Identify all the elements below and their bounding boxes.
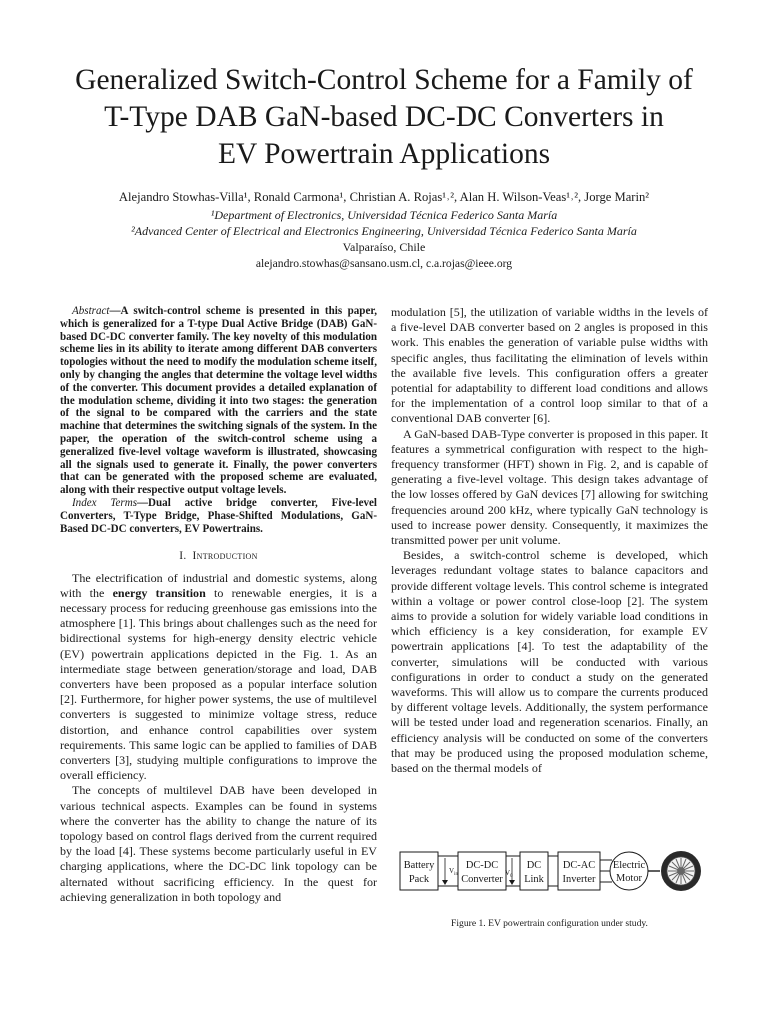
abstract xyxy=(60,305,377,497)
bold-phrase: energy transition xyxy=(112,585,206,600)
affiliation-city: Valparaíso, Chile xyxy=(342,240,426,254)
intro-paragraph-4: A GaN-based DAB-Type converter is proposed in this paper. It features a symmetrical configuration with respect to the high-frequency transformer (HFT) shown in Fig. 2, and is capable of generating a five-level voltage. This design takes advantage of the low losses offered by GaN devices [7] allowing for switching frequencies around 200 kHz, where typically GaN technology is used to increase power density. Consequently, it maximizes the transmitted power per unit volume. xyxy=(391,426,708,548)
section-heading-introduction xyxy=(60,549,377,564)
paragraph-text: to renewable energies, it is a necessary process for reducing greenhouse gas emissions into the atmosphere [1]. This brings about challenges such as the need for bidirectional systems for high-energy density electric vehicle (EV) powertrain applications depicted in the Fig. 1. As an intermediate stage between generation/storage and load, DAB converters have been proposed as a popular interface solution [2]. Furthermore, for higher power systems, the use of multilevel converters is suggested to minimize voltage stress, reduce distortion, and enhance control capabilities over system requirements. This same logic can be applied to families of DAB converters [3], studying multiple configurations to improve the overall efficiency. xyxy=(60,585,377,783)
affiliation-2: ²Advanced Center of Electrical and Electronics Engineering, Universidad Técnica Federico Santa María xyxy=(131,224,637,238)
index-terms-lead: Index Terms xyxy=(72,496,137,509)
vin-arrowhead xyxy=(442,880,448,885)
motor-label-line2: Motor xyxy=(616,873,642,884)
paper-title xyxy=(40,62,728,173)
index-terms-text: —Dual active bridge converter, Five-level Converters, T-Type Bridge, Phase-Shifted Modulations, GaN-Based DC-DC converters, EV Powertrains. xyxy=(60,496,377,535)
abstract-lead: Abstract xyxy=(72,305,110,317)
battery-label-line1: Battery xyxy=(403,860,435,871)
title-line: EV Powertrain Applications xyxy=(217,138,551,170)
intro-paragraph-1 xyxy=(60,571,377,784)
title-line: T-Type DAB GaN-based DC-DC Converters in xyxy=(104,101,664,133)
dcdc-label-line2: Converter xyxy=(461,874,503,885)
electric-motor-icon xyxy=(610,852,648,890)
motor-label-line1: Electric xyxy=(612,860,646,871)
wheel-icon xyxy=(661,851,701,891)
battery-label-line2: Pack xyxy=(408,874,430,885)
figure-1-caption: Figure 1. EV powertrain configuration under study. xyxy=(451,918,648,929)
author-list: Alejandro Stowhas-Villa¹, Ronald Carmona¹, Christian A. Rojas¹˒², Alan H. Wilson-Veas¹˒², Jorge Marin² xyxy=(118,190,650,204)
dcac-label-line1: DC-AC xyxy=(562,860,596,871)
intro-paragraph-5: Besides, a switch-control scheme is developed, which leverages redundant voltage states to balance capacitors and provide different voltage levels. This control scheme is integrated within a voltage or power control close-loop [2]. The system aims to provide a solution for widely variable load conditions in which efficiency is a key consideration, for example EV powertrain applications [4]. To test the adaptability of the converter, simulations will be conducted with various configurations in order to conduct a study on the generated waveforms. This will allow us to compare the currents produced by different voltage levels. Additionally, the system performance will be tested under load and regeneration scenarios. Finally, an efficiency analysis will be conducted on some of the converters that may be produced using the proposed modulation scheme, based on the thermal models of xyxy=(391,548,708,776)
section-title: Introduction xyxy=(192,550,258,563)
index-terms xyxy=(60,497,377,535)
section-number: I. xyxy=(179,550,187,563)
figure-1-powertrain-diagram xyxy=(398,830,708,910)
dclink-label-line2: Link xyxy=(524,874,544,885)
intro-paragraph-2: The concepts of multilevel DAB have been developed in various technical aspects. Examples can be found in systems where the converter has the ability to change the nature of its topology based on control flags derived from the current required by the load [4]. These systems become particularly useful in EV charging applications, where the DC-DC link topology can be alternated without sacrificing efficiency. In the quest for achieving generalization in both topology and xyxy=(60,783,377,904)
v0-arrowhead xyxy=(509,880,515,885)
title-line: Generalized Switch-Control Scheme for a Family of xyxy=(75,64,693,96)
vin-label: $V_{in}$ xyxy=(449,867,458,877)
intro-paragraph-3: modulation [5], the utilization of variable widths in the levels of a five-level DAB converter based on 2 angles is proposed in this work. This enables the generation of variable pulse widths with specific angles, thus facilitating the elimination of levels within the available five levels. This configuration offers a greater potential for adaptability to different load conditions and allows for the implementation of a control loop similar to that of a conventional DAB converter [6]. xyxy=(391,305,708,426)
abstract-text: —A switch-control scheme is presented in this paper, which is generalized for a T-type Dual Active Bridge (DAB) GaN-based DC-DC converter family. The key novelty of this modulation scheme lies in its ability to iterate among different DAB converters topologies without the need to modify the modulation scheme itself, only by changing the angles that determine the voltage level widths of the converter. This document provides a detailed explanation of the modulation scheme, dividing it into two stages: the generation of the signal to be compared with the carriers and the state machine that determines the switching signals of the system. In the paper, the operation of the switch-control scheme using a generalized five-level voltage waveform is illustrated, showcasing all the signals used to generate it. Finally, the power converters that can be generated with the proposed scheme are evaluated, along with their respective output voltage levels. xyxy=(60,305,377,497)
author-emails: alejandro.stowhas@sansano.usm.cl, c.a.rojas@ieee.org xyxy=(255,257,513,270)
dclink-label-line1: DC xyxy=(526,860,542,871)
dcac-label-line2: Inverter xyxy=(562,874,596,885)
right-column xyxy=(391,305,708,776)
affiliation-1: ¹Department of Electronics, Universidad Técnica Federico Santa María xyxy=(210,208,558,222)
left-column xyxy=(60,305,377,905)
paragraph-text: The electrification of industrial and domestic systems, along with the xyxy=(60,570,377,600)
dcdc-label-line1: DC-DC xyxy=(465,860,499,871)
v0-label: $V_0$ xyxy=(505,869,513,879)
